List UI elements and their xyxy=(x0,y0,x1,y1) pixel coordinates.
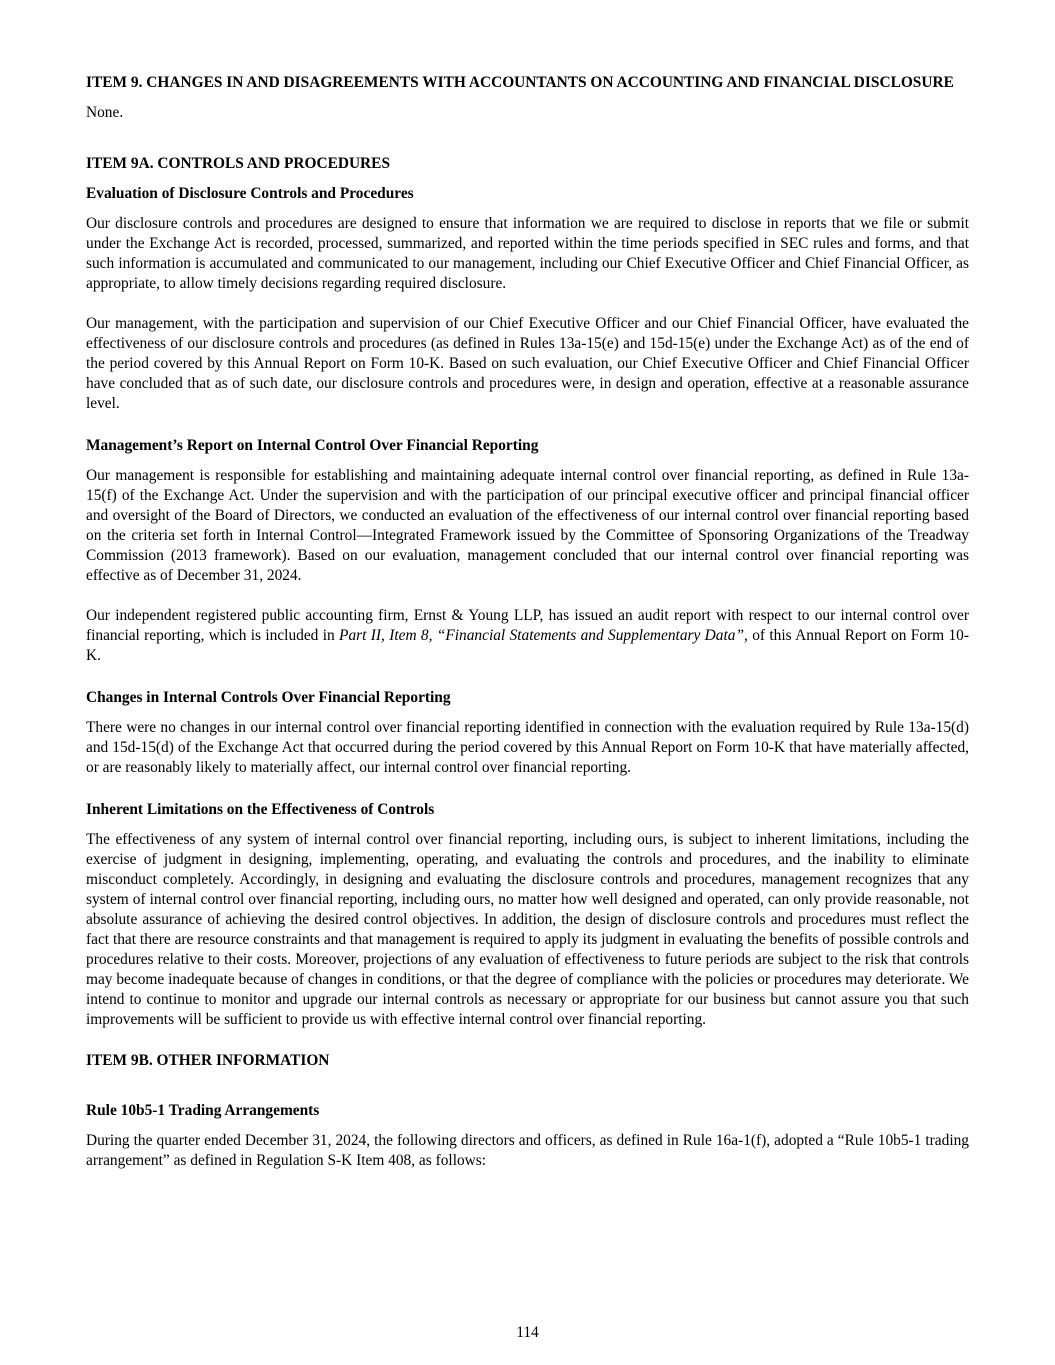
item-9-heading: ITEM 9. CHANGES IN AND DISAGREEMENTS WITH ACCOUNTANTS ON ACCOUNTING AND FINANCIAL DISCLOSURE xyxy=(86,74,954,91)
evaluation-heading: Evaluation of Disclosure Controls and Procedures xyxy=(86,185,414,202)
page-number: 114 xyxy=(516,1324,539,1341)
management-report-p2-tail: of this Annual Report on Form 10-K. xyxy=(86,627,969,664)
management-report-paragraph-2 xyxy=(86,606,969,666)
rule-10b5-1-paragraph: During the quarter ended December 31, 2024, the following directors and officers, as defined in Rule 16a-1(f), adopted a “Rule 10b5-1 trading arrangement” as defined in Regulation S-K Item 408, as follows: xyxy=(86,1132,969,1169)
item-9-body: None. xyxy=(86,104,124,121)
limitations-heading: Inherent Limitations on the Effectiveness of Controls xyxy=(86,801,435,818)
rule-10b5-1-heading: Rule 10b5-1 Trading Arrangements xyxy=(86,1102,320,1119)
page-content xyxy=(86,73,969,1171)
changes-heading: Changes in Internal Controls Over Financial Reporting xyxy=(86,689,451,706)
management-report-heading: Management’s Report on Internal Control Over Financial Reporting xyxy=(86,437,539,454)
item-9a-heading: ITEM 9A. CONTROLS AND PROCEDURES xyxy=(86,155,391,172)
management-report-paragraph-1: Our management is responsible for establishing and maintaining adequate internal control over financial reporting, as defined in Rule 13a-15(f) of the Exchange Act. Under the supervision and with the participation of our principal executive officer and principal financial officer and oversight of the Board of Directors, we conducted an evaluation of the effectiveness of our internal control over financial reporting based on the criteria set forth in Internal Control—Integrated Framework issued by the Committee of Sponsoring Organizations of the Treadway Commission (2013 framework). Based on our evaluation, management concluded that our internal control over financial reporting was effective as of December 31, 2024. xyxy=(86,467,969,584)
financial-statements-reference: Part II, Item 8, “Financial Statements and Supplementary Data”, xyxy=(339,627,748,644)
item-9b-heading: ITEM 9B. OTHER INFORMATION xyxy=(86,1052,330,1069)
limitations-paragraph: The effectiveness of any system of internal control over financial reporting, including ours, is subject to inherent limitations, including the exercise of judgment in designing, implementing, operating, and evaluating the controls and procedures, and the inability to eliminate misconduct completely. Accordingly, in designing and evaluating the disclosure controls and procedures, management recognizes that any system of internal control over financial reporting, including ours, no matter how well designed and operated, can only provide reasonable, not absolute assurance of achieving the desired control objectives. In addition, the design of disclosure controls and procedures must reflect the fact that there are resource constraints and that management is required to apply its judgment in evaluating the benefits of possible controls and procedures relative to their costs. Moreover, projections of any evaluation of effectiveness to future periods are subject to the risk that controls may become inadequate because of changes in conditions, or that the degree of compliance with the policies or procedures may deteriorate. We intend to continue to monitor and upgrade our internal controls as necessary or appropriate for our business but cannot assure you that such improvements will be sufficient to provide us with effective internal control over financial reporting. xyxy=(86,831,969,1028)
changes-paragraph: There were no changes in our internal control over financial reporting identified in connection with the evaluation required by Rule 13a-15(d) and 15d-15(d) of the Exchange Act that occurred during the period covered by this Annual Report on Form 10-K that have materially affected, or are reasonably likely to materially affect, our internal control over financial reporting. xyxy=(86,719,969,776)
evaluation-paragraph-1: Our disclosure controls and procedures are designed to ensure that information we are required to disclose in reports that we file or submit under the Exchange Act is recorded, processed, summarized, and reported within the time periods specified in SEC rules and forms, and that such information is accumulated and communicated to our management, including our Chief Executive Officer and Chief Financial Officer, as appropriate, to allow timely decisions regarding required disclosure. xyxy=(86,215,969,292)
evaluation-paragraph-2: Our management, with the participation and supervision of our Chief Executive Officer and our Chief Financial Officer, have evaluated the effectiveness of our disclosure controls and procedures (as defined in Rules 13a-15(e) and 15d-15(e) under the Exchange Act) as of the end of the period covered by this Annual Report on Form 10-K. Based on such evaluation, our Chief Executive Officer and Chief Financial Officer have concluded that as of such date, our disclosure controls and procedures were, in design and operation, effective at a reasonable assurance level. xyxy=(86,315,969,412)
management-report-p2-text: Our independent registered public accounting firm, Ernst & Young LLP, has issued an audit report with respect to our internal control over financial reporting, which is included in xyxy=(86,607,969,644)
